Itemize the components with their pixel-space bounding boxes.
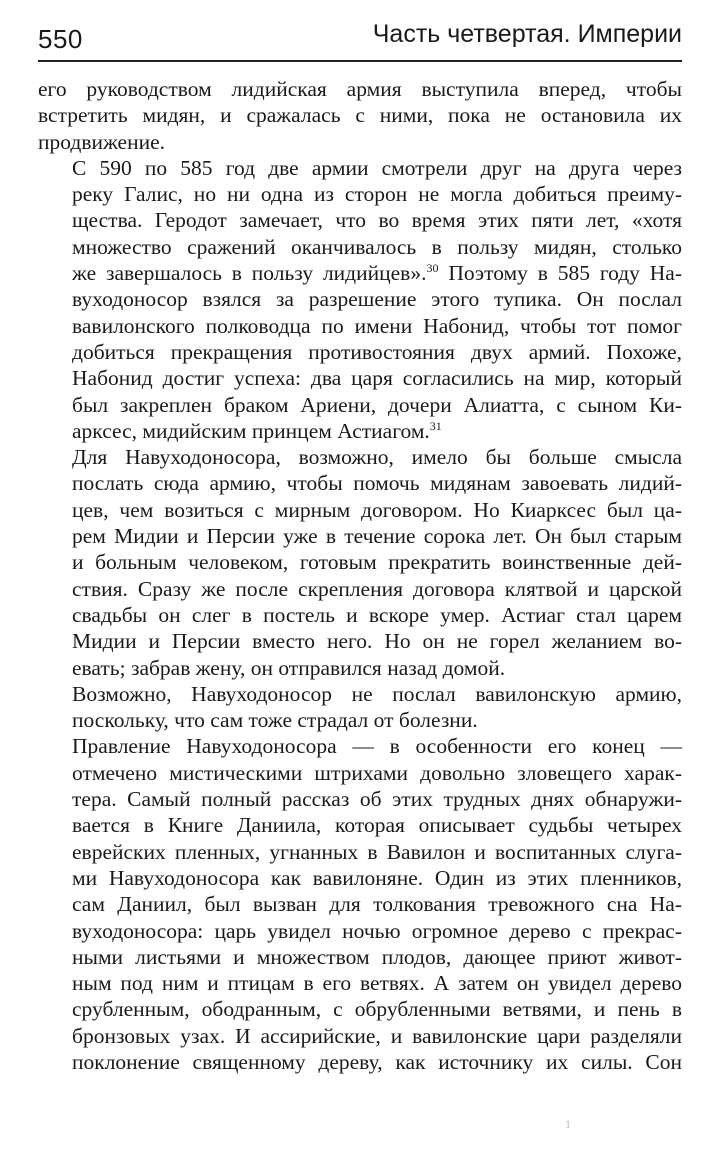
text-line: Возможно, Навуходоносор не послал вавилонскую армию, — [72, 681, 682, 706]
body-text — [38, 76, 682, 1075]
text-line: ми Навуходоносора как вавилоняне. Один из этих пленников, — [72, 865, 682, 890]
text-line: послать сюда армию, чтобы помочь мидянам завоевать лидий- — [72, 471, 682, 496]
text-line: тера. Самый полный рассказ об этих трудных днях обнаружи- — [72, 787, 682, 812]
text-line: его руководством лидийская армия выступила вперед, чтобы — [38, 77, 682, 101]
text-line: свадьбы он слег в постель и вскоре умер. Астиаг стал царем — [72, 602, 682, 627]
text-line: С 590 по 585 год две армии смотрели друг на друга через — [72, 155, 682, 180]
text-line: щества. Геродот замечает, что во время этих пяти лет, «хотя — [72, 208, 682, 233]
text-line: был закреплен браком Ариени, дочери Алиатта, с сыном Ки- — [72, 392, 682, 417]
text-line-start: же завершалось в пользу лидийцев». — [72, 261, 427, 286]
text-line: вуходоносора: царь увидел ночью огромное дерево с прекрас- — [72, 918, 682, 943]
text-line: еврейских пленных, угнанных в Вавилон и воспитанных слуга- — [72, 839, 682, 864]
text-line: добиться прекращения противостояния двух армий. Похоже, — [72, 339, 682, 364]
text-line: срубленным, ободранным, с обрубленными ветвями, и пень в — [72, 997, 682, 1022]
text-line-tail: Поэтому в 585 году На- — [438, 261, 683, 286]
text-line: Правление Навуходоносора — в особенности его конец — — [72, 734, 682, 759]
text-line: и больным человеком, готовым прекратить воинственные дей- — [72, 550, 682, 575]
text-line: ными листьями и множеством плодов, дающее приют живот- — [72, 944, 682, 969]
text-line: бронзовых узах. И ассирийские, и вавилонские цари разделяли — [72, 1023, 682, 1048]
text-line: рем Мидии и Персии уже в течение сорока лет. Он был старым — [72, 524, 682, 549]
text-line: Набонид достиг успеха: два царя согласились на мир, который — [72, 366, 682, 391]
text-line: вавилонского полководца по имени Набонид, чтобы тот помог — [72, 313, 682, 338]
text-line: множество сражений оканчивалось в пользу мидян, столько — [72, 234, 682, 259]
text-line: отмечено мистическими штрихами довольно зловещего харак- — [72, 760, 682, 785]
text-line: поскольку, что сам тоже страдал от болезни. — [72, 708, 478, 733]
text-line: евать; забрав жену, он отправился назад домой. — [72, 655, 506, 680]
running-title: Часть четвертая. Империи — [372, 20, 682, 48]
page-number: 550 — [38, 24, 83, 54]
paragraph-2 — [38, 155, 682, 444]
text-line: сам Даниил, был вызван для толкования тревожного сна На- — [72, 892, 682, 917]
text-line: встретить мидян, и сражалась с ними, пока не остановила их — [38, 103, 682, 128]
text-line: реку Галис, но ни одна из сторон не могла добиться преиму- — [72, 182, 682, 207]
paragraph-5 — [38, 733, 682, 1075]
paragraph-3 — [38, 444, 682, 681]
text-line: поклонение священному дереву, как источнику их силы. Сон — [72, 1049, 682, 1074]
text-line — [38, 260, 682, 286]
footnote-ref-30: 30 — [426, 260, 439, 275]
text-line — [38, 418, 682, 444]
text-line: ствия. Сразу же после скрепления договора клятвой и царской — [72, 576, 682, 601]
paragraph-1 — [38, 76, 682, 155]
text-line: вуходоносор взялся за разрешение этого тупика. Он послал — [72, 287, 682, 312]
footnote-ref-31: 31 — [429, 418, 442, 433]
page-header — [38, 14, 682, 62]
text-line: продвижение. — [38, 129, 166, 154]
text-line-start: арксес, мидийским принцем Астиагом. — [72, 418, 430, 443]
text-line: цев, чем возиться с мирным договором. Но Киарксес был ца- — [72, 497, 682, 522]
text-line: Для Навуходоносора, возможно, имело бы больше смысла — [72, 445, 682, 470]
text-line: Мидии и Персии вместо него. Но он не горел желанием во- — [72, 629, 682, 654]
scan-mark: 1 — [565, 1117, 571, 1131]
paragraph-4 — [38, 681, 682, 734]
text-line: ным под ним и птицам в его ветвях. А затем он увидел дерево — [72, 971, 682, 996]
text-line: вается в Книге Даниила, которая описывает судьбы четырех — [72, 813, 682, 838]
